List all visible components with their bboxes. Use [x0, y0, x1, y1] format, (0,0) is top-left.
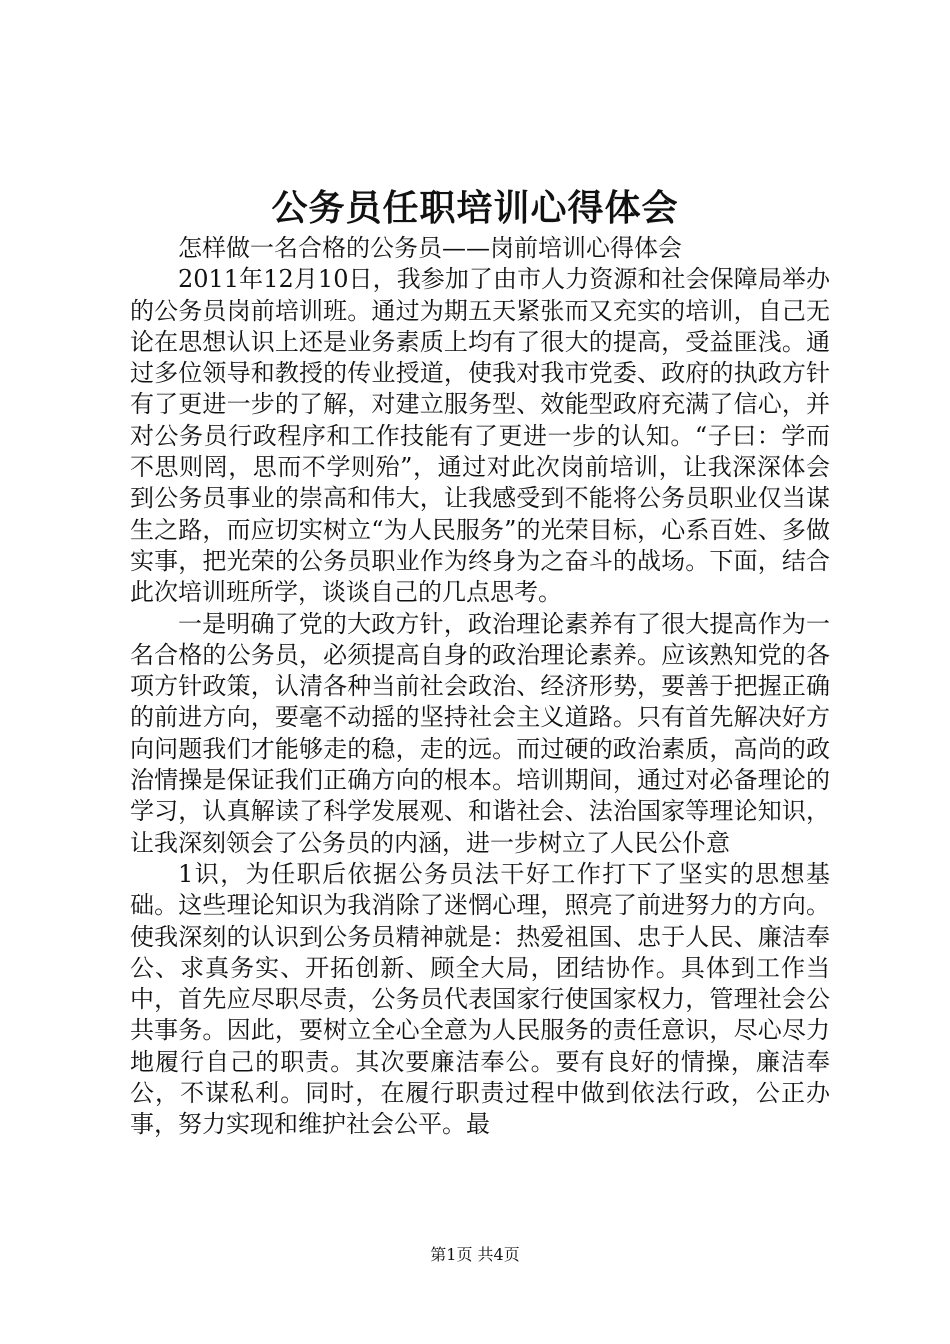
paragraph-point-one: 一是明确了党的大政方针，政治理论素养有了很大提高作为一名合格的公务员，必须提高自身的政治理论素养。应该熟知党的各项方针政策，认清各种当前社会政治、经济形势，要善于把握正确的前进方向，要毫不动摇的坚持社会主义道路。只有首先解决好方向问题我们才能够走的稳，走的远。而过硬的政治素质，高尚的政治情操是保证我们正确方向的根本。培训期间，通过对必备理论的学习，认真解读了科学发展观、和谐社会、法治国家等理论知识，让我深刻领会了公务员的内涵，进一步树立了人民公仆意	[130, 609, 830, 857]
document-title: 公务员任职培训心得体会	[271, 187, 679, 229]
document-body	[130, 233, 830, 1141]
paragraph-introduction: 2011年12月10日，我参加了由市人力资源和社会保障局举办的公务员岗前培训班。通过为期五天紧张而又充实的培训，自己无论在思想认识上还是业务素质上均有了很大的提高，受益匪浅。通过多位领导和教授的传业授道，使我对我市党委、政府的执政方针有了更进一步的了解，对建立服务型、效能型政府充满了信心，并对公务员行政程序和工作技能有了更进一步的认知。“子曰：学而不思则罔，思而不学则殆”，通过对此次岗前培训，让我深深体会到公务员事业的崇高和伟大，让我感受到不能将公务员职业仅当谋生之路，而应切实树立“为人民服务”的光荣目标，心系百姓、多做实事，把光荣的公务员职业作为终身为之奋斗的战场。下面，结合此次培训班所学，谈谈自己的几点思考。	[130, 265, 830, 607]
page-footer: 第1页 共4页	[430, 1245, 520, 1264]
paragraph-continuation: 1识，为任职后依据公务员法干好工作打下了坚实的思想基础。这些理论知识为我消除了迷惘心理，照亮了前进努力的方向。使我深刻的认识到公务员精神就是：热爱祖国、忠于人民、廉洁奉公、求真务实、开拓创新、顾全大局，团结协作。具体到工作当中，首先应尽职尽责，公务员代表国家行使国家权力，管理社会公共事务。因此，要树立全心全意为人民服务的责任意识，尽心尽力地履行自己的职责。其次要廉洁奉公。要有良好的情操，廉洁奉公，不谋私利。同时，在履行职责过程中做到依法行政，公正办事，努力实现和维护社会公平。最	[130, 859, 830, 1139]
paragraph-subtitle: 怎样做一名合格的公务员——岗前培训心得体会	[178, 234, 682, 262]
